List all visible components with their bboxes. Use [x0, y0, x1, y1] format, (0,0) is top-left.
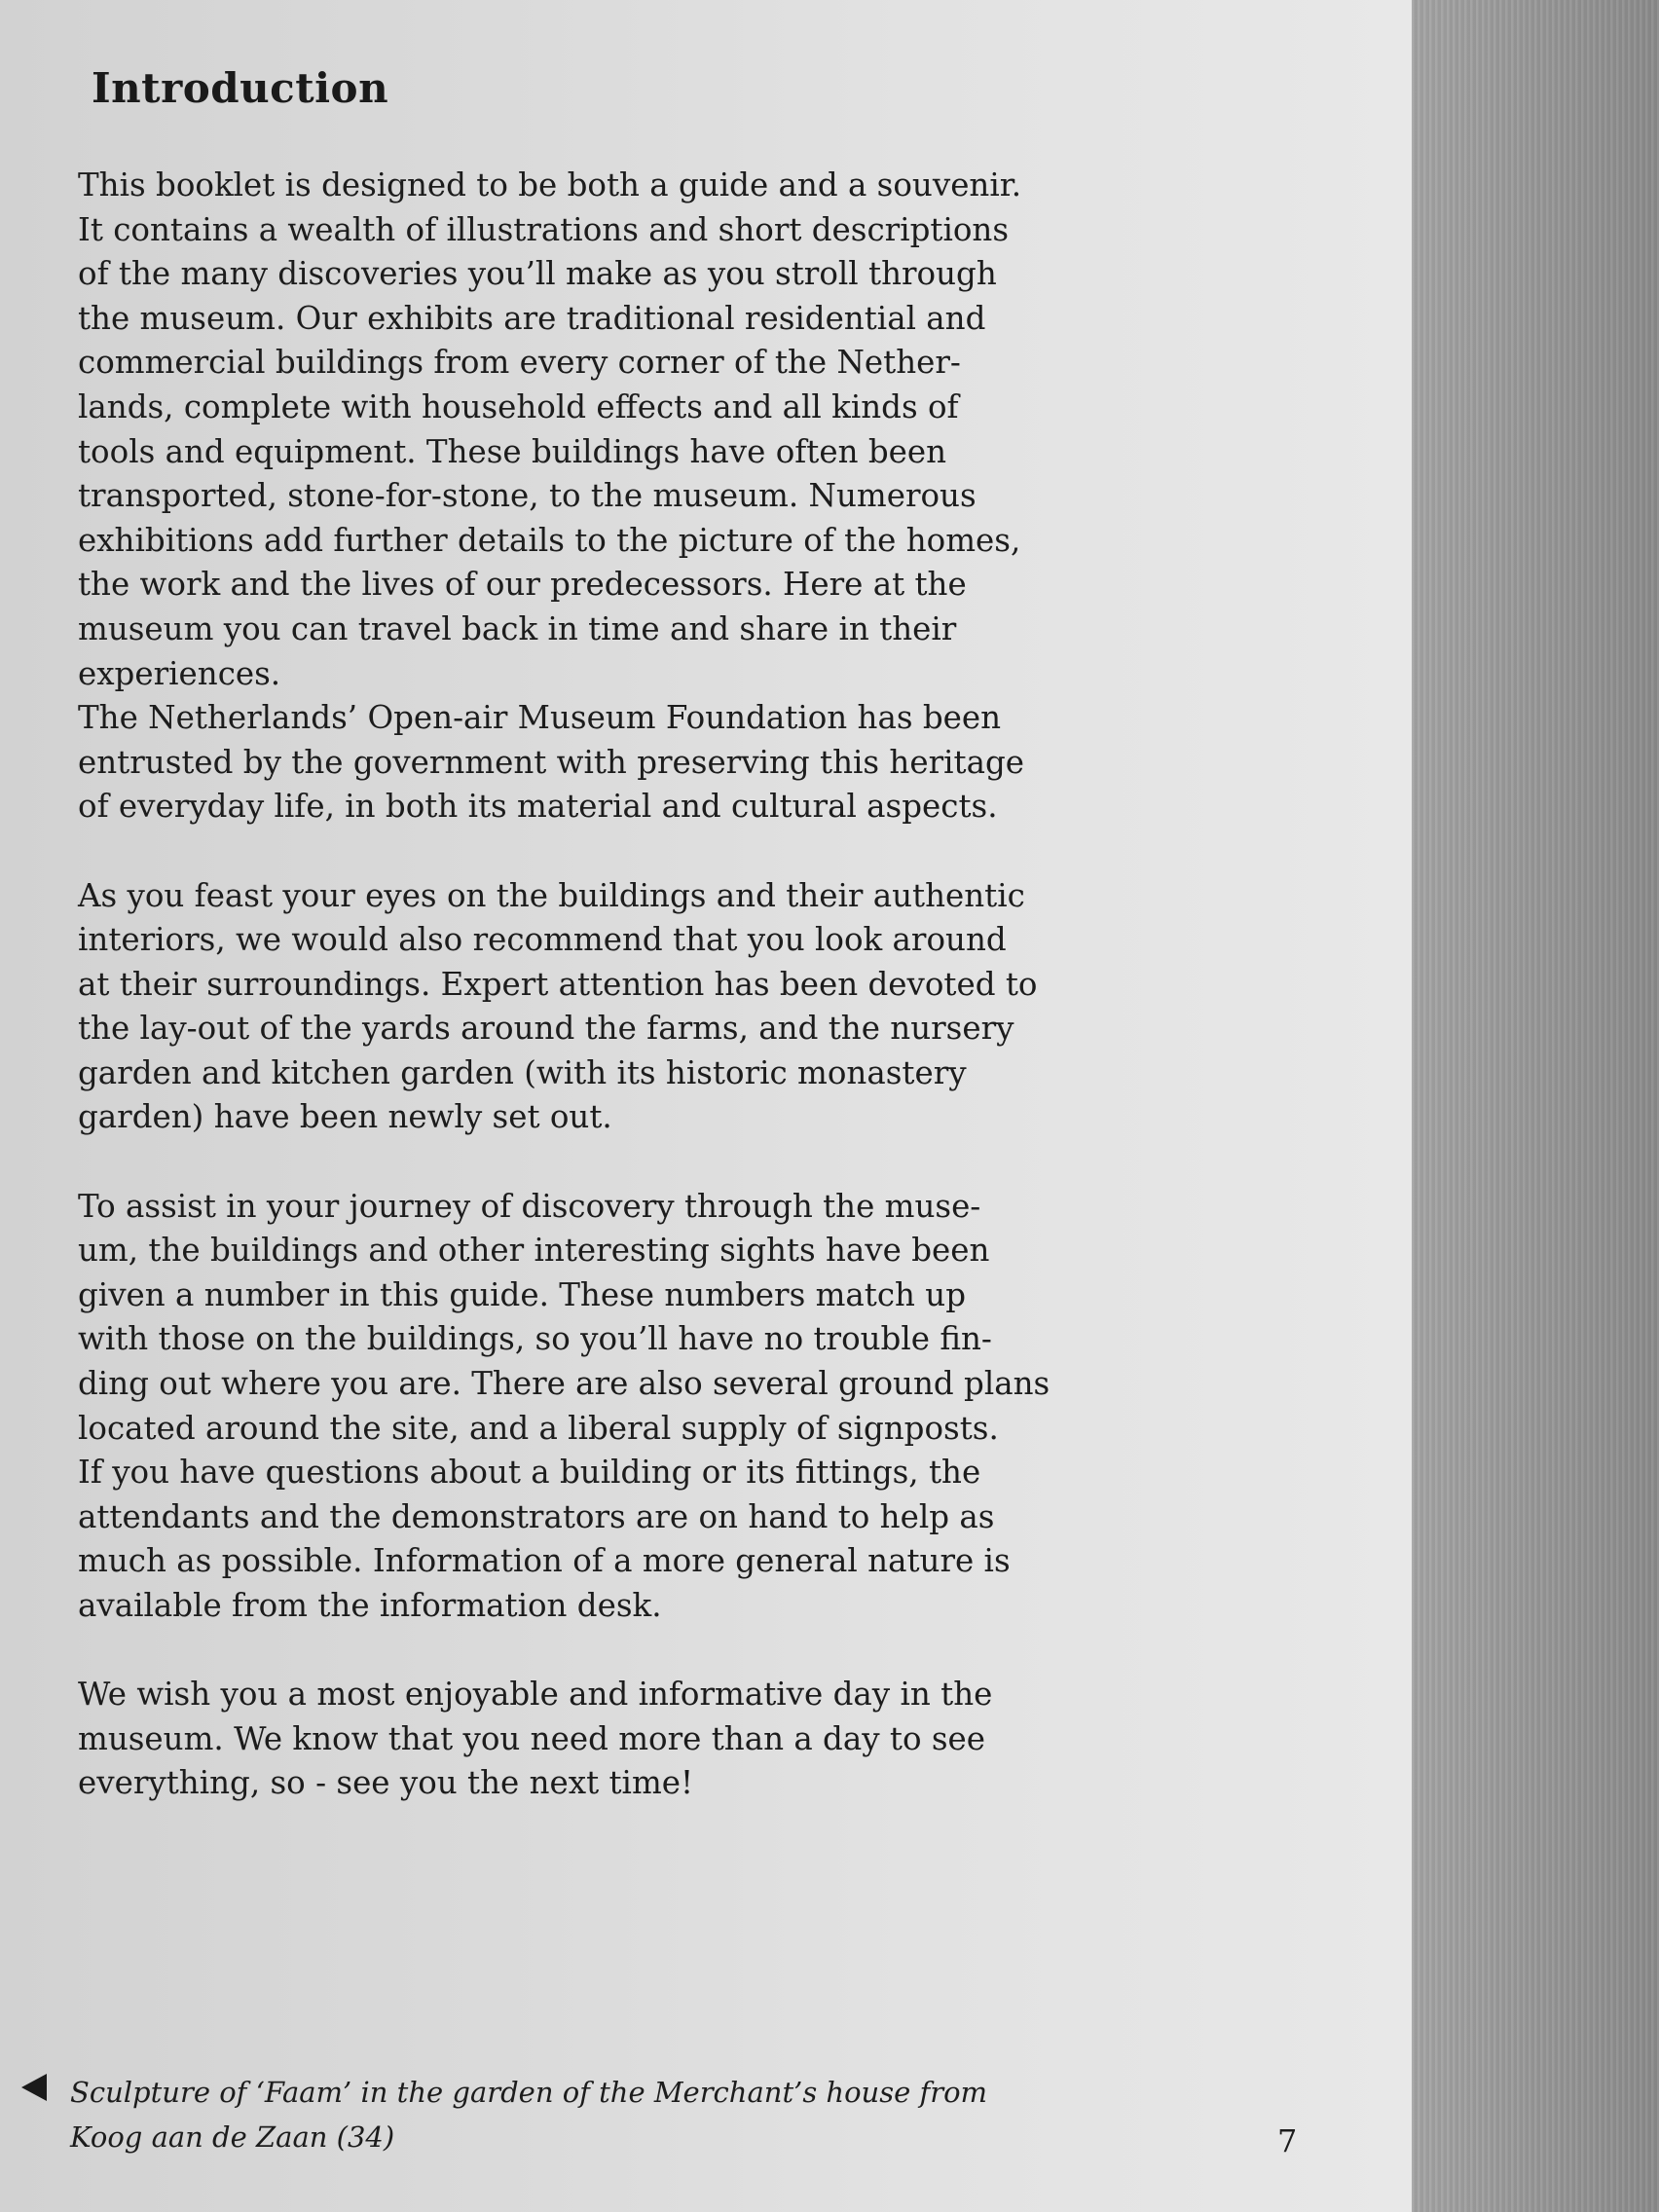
text-line: the museum. Our exhibits are traditional residential and — [78, 299, 986, 337]
paragraph-1 — [78, 164, 1051, 830]
text-line: of everyday life, in both its material and cultural aspects. — [78, 788, 998, 826]
text-line: much as possible. Information of a more general nature is — [78, 1542, 1011, 1580]
text-line: everything, so - see you the next time! — [78, 1764, 694, 1802]
text-line: As you feast your eyes on the buildings and their authentic — [78, 876, 1025, 914]
text-line: commercial buildings from every corner of the Nether- — [78, 344, 961, 382]
text-line: the lay-out of the yards around the farms, and the nursery — [78, 1010, 1014, 1048]
text-line: lands, complete with household effects and all kinds of — [78, 387, 959, 425]
caption-line: Sculpture of ‘Faam’ in the garden of the Merchant’s house from — [70, 2076, 988, 2109]
text-line: museum. We know that you need more than a day to see — [78, 1719, 986, 1757]
text-line: the work and the lives of our predecessors. Here at the — [78, 566, 967, 604]
text-line: entrusted by the government with preserving this heritage — [78, 743, 1025, 781]
text-line: We wish you a most enjoyable and informative day in the — [78, 1676, 993, 1714]
text-line: If you have questions about a building or its fittings, the — [78, 1454, 981, 1492]
paragraph-2 — [78, 874, 1051, 1141]
text-line: transported, stone-for-stone, to the museum. Numerous — [78, 477, 977, 515]
text-line: garden) have been newly set out. — [78, 1098, 612, 1136]
text-line: of the many discoveries you’ll make as you stroll through — [78, 255, 997, 293]
page-title: Introduction — [92, 64, 389, 112]
paragraph-3 — [78, 1185, 1051, 1629]
text-line: interiors, we would also recommend that you look around — [78, 921, 1007, 959]
text-line: ding out where you are. There are also several ground plans — [78, 1365, 1051, 1403]
text-line: To assist in your journey of discovery through the muse- — [78, 1187, 981, 1225]
text-line: at their surroundings. Expert attention has been devoted to — [78, 965, 1038, 1003]
text-line: um, the buildings and other interesting sights have been — [78, 1232, 990, 1270]
paragraph-spacer — [78, 830, 1051, 874]
text-line: given a number in this guide. These numbers match up — [78, 1275, 967, 1313]
intro-text — [78, 164, 1051, 1806]
text-line: garden and kitchen garden (with its historic monastery — [78, 1053, 967, 1091]
text-line: attendants and the demonstrators are on hand to help as — [78, 1497, 995, 1535]
paragraph-spacer — [78, 1629, 1051, 1674]
text-line: exhibitions add further details to the picture of the homes, — [78, 521, 1021, 559]
caption-line: Koog aan de Zaan (34) — [70, 2120, 395, 2154]
text-line: located around the site, and a liberal supply of signposts. — [78, 1409, 999, 1447]
text-line: museum you can travel back in time and share in their — [78, 609, 957, 647]
text-line: with those on the buildings, so you’ll have no trouble fin- — [78, 1320, 992, 1358]
text-line: The Netherlands’ Open-air Museum Foundation has been — [78, 699, 1002, 737]
text-line: This booklet is designed to be both a guide and a souvenir. — [78, 166, 1022, 203]
background-surface — [1412, 0, 1659, 2212]
paragraph-spacer — [78, 1140, 1051, 1185]
paragraph-4 — [78, 1673, 1051, 1806]
text-line: experiences. — [78, 654, 281, 692]
page-number: 7 — [1277, 2122, 1298, 2159]
text-line: tools and equipment. These buildings have often been — [78, 432, 947, 470]
left-arrow-icon — [21, 2074, 47, 2101]
text-line: available from the information desk. — [78, 1587, 662, 1624]
text-line: It contains a wealth of illustrations and short descriptions — [78, 210, 1010, 248]
image-caption — [70, 2070, 987, 2159]
